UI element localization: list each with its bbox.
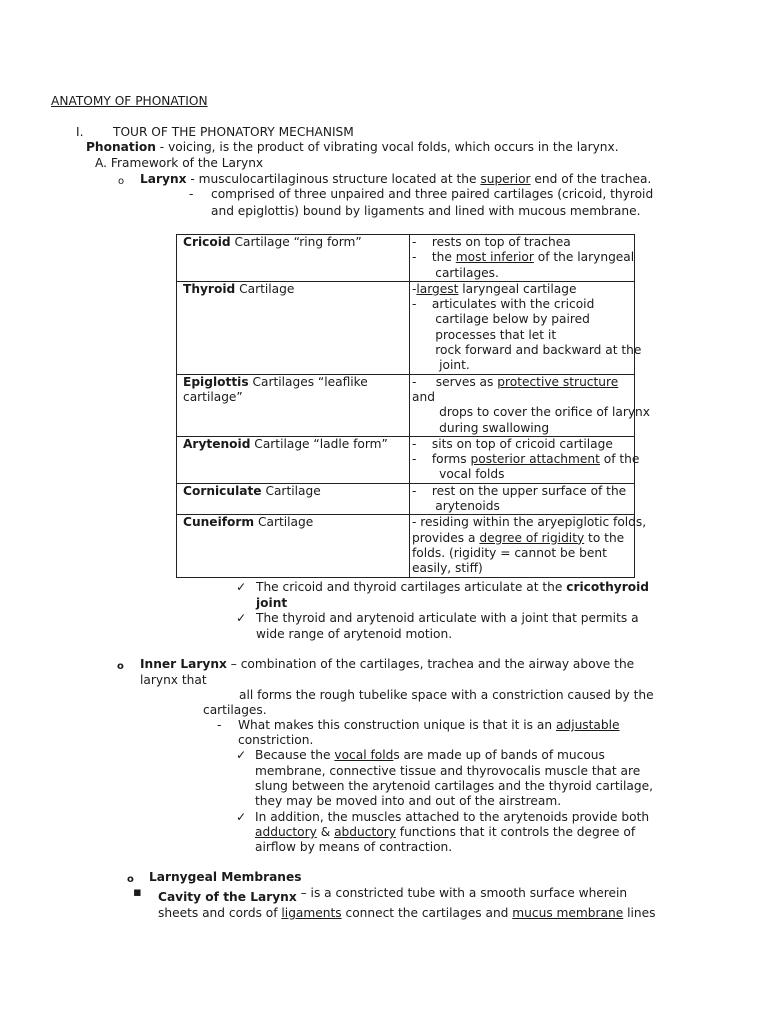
phonation-def: - voicing, is the product of vibrating vocal folds, which occurs in the larynx. (155, 140, 619, 154)
cartilage-note-line (412, 515, 647, 530)
check-note-2: The thyroid and arytenoid articulate with a joint that permits a (256, 611, 639, 625)
cartilage-note-line (412, 561, 632, 576)
cartilage-name: Corniculate (183, 483, 262, 498)
cavity-term: Cavity of the Larynx (158, 890, 297, 904)
cartilage-note-line (412, 390, 632, 405)
inner-check-1-l3: slung between the arytenoid cartilages and the thyroid cartilage, (255, 779, 653, 793)
note-text: cartilage below by paired (412, 312, 590, 327)
cartilage-note-line (412, 297, 632, 312)
note-text: cartilages. (412, 265, 499, 280)
cartilage-note-line (412, 405, 650, 420)
cartilage-name-cell (177, 281, 410, 374)
check-icon: ✓ (236, 611, 247, 625)
note-text: - the (412, 250, 456, 265)
note-text: - sits on top of cricoid cartilage (412, 436, 613, 451)
inner-check-1-l2: membrane, connective tissue and thyrovocalis muscle that are (255, 764, 641, 778)
note-text: and (412, 389, 435, 404)
note-text: of the (599, 452, 640, 467)
inner-check-2: In addition, the muscles attached to the arytenoids provide both (255, 810, 650, 824)
cartilage-notes-cell (410, 436, 640, 483)
cartilage-desc: Cartilage (235, 281, 295, 296)
underlined-term: posterior attachment (470, 452, 600, 467)
section-number: I. (76, 125, 84, 139)
cartilage-note-line (412, 499, 632, 514)
cavity-line: Cavity of the Larynx – is a constricted tube with a smooth surface wherein (158, 886, 628, 904)
larynx-detail-1: comprised of three unpaired and three paired cartilages (cricoid, thyroid (211, 187, 654, 201)
check-note-1-cont: joint (256, 596, 288, 610)
cartilage-notes-cell (410, 515, 647, 577)
cartilage-note-line (412, 467, 632, 482)
cartilage-note-line (412, 437, 632, 452)
square-bullet-icon: ▪ (133, 885, 142, 900)
dash: - (217, 718, 222, 732)
inner-check-2-l2: adductory & abductory functions that it controls the degree of (255, 825, 636, 839)
cartilage-desc: Cartilage (254, 515, 314, 530)
cartilage-notes-cell (410, 483, 635, 515)
cartilage-name-cell (177, 483, 410, 515)
note-text: to the (584, 530, 625, 545)
inner-larynx-l2: larynx that (140, 673, 207, 687)
table-row (177, 483, 635, 515)
inner-check-2-l3: airflow by means of contraction. (255, 840, 453, 854)
table-row (177, 374, 635, 436)
note-text: joint. (412, 358, 470, 373)
underlined-term: largest (416, 281, 459, 296)
bullet-o: o (127, 874, 134, 885)
check-icon: ✓ (236, 580, 247, 594)
dash: - (189, 187, 194, 201)
cartilage-note-line (412, 250, 635, 265)
cartilage-name: Epiglottis (183, 374, 249, 389)
cartilage-table (176, 234, 650, 578)
inner-larynx-l4: cartilages. (203, 703, 267, 717)
check-icon: ✓ (236, 810, 247, 824)
check-note-2-cont: wide range of arytenoid motion. (256, 627, 453, 641)
cartilage-note-line (412, 282, 632, 297)
cartilage-notes-cell (410, 281, 642, 374)
cartilage-name: Thyroid (183, 281, 236, 296)
cartilage-note-line (412, 452, 640, 467)
inner-dash-line: What makes this construction unique is that it is an adjustable (238, 718, 620, 732)
note-text: - rest on the upper surface of the (412, 483, 627, 498)
cartilage-note-line (412, 328, 632, 343)
cartilage-name-cell (177, 374, 410, 436)
note-text: laryngeal cartilage (458, 281, 577, 296)
note-text: - residing within the aryepiglotic folds, (412, 515, 647, 530)
cartilage-note-line (412, 358, 632, 373)
cartilage-note-line (412, 343, 642, 358)
cartilage-note-line (412, 531, 632, 546)
note-text: arytenoids (412, 499, 500, 514)
note-text: - rests on top of trachea (412, 235, 571, 249)
underlined-term: protective structure (497, 374, 619, 389)
inner-larynx-line: Inner Larynx – combination of the cartilages, trachea and the airway above the (140, 657, 635, 671)
cartilage-note-line (412, 312, 632, 327)
note-text: rock forward and backward at the (412, 343, 642, 358)
subheading-a: A. Framework of the Larynx (95, 156, 264, 170)
note-text: - serves as (412, 374, 498, 389)
inner-check-1-l4: they may be moved into and out of the airstream. (255, 794, 562, 808)
inner-larynx-term: Inner Larynx (140, 657, 227, 671)
inner-larynx-l3: all forms the rough tubelike space with a constriction caused by the (239, 688, 654, 702)
cartilage-name-cell (177, 235, 410, 282)
inner-dash-line-cont: constriction. (238, 733, 314, 747)
check-icon: ✓ (236, 748, 247, 762)
note-text: processes that let it (412, 327, 557, 342)
cartilage-name-cell (177, 515, 410, 577)
cartilage-note-line (412, 484, 632, 499)
cartilage-note-line (412, 375, 632, 390)
cartilage-name: Cricoid (183, 235, 231, 249)
phonation-line (86, 140, 619, 155)
note-text: - forms (412, 452, 471, 467)
cartilage-note-line (412, 546, 632, 561)
inner-check-1: Because the vocal folds are made up of bands of mucous (255, 748, 605, 762)
cartilage-note-line (412, 235, 632, 250)
cartilage-notes-cell (410, 374, 650, 436)
larynx-detail-2: and epiglottis) bound by ligaments and lined with mucous membrane. (211, 204, 641, 218)
note-text: - articulates with the cricoid (412, 297, 595, 312)
note-text: of the laryngeal (533, 250, 635, 265)
cartilage-desc: Cartilage (261, 483, 321, 498)
check-note-1: The cricoid and thyroid cartilages articulate at the cricothyroid (256, 580, 649, 594)
cartilage-name: Arytenoid (183, 436, 251, 451)
cartilage-name: Cuneiform (183, 515, 255, 530)
note-text: during swallowing (412, 420, 550, 435)
note-text: provides a (412, 530, 480, 545)
cartilage-note-line (412, 421, 632, 436)
bullet-o: o (117, 661, 124, 672)
cartilage-name-cell (177, 436, 410, 483)
phonation-term: Phonation (86, 140, 156, 154)
page-title: ANATOMY OF PHONATION (51, 94, 208, 108)
cartilage-desc-cont: cartilage” (183, 389, 243, 404)
membranes-heading: Larnygeal Membranes (149, 870, 302, 884)
note-text: vocal folds (412, 467, 505, 482)
table-row (177, 515, 635, 577)
cavity-line-2: sheets and cords of ligaments connect the cartilages and mucus membrane lines (158, 906, 656, 920)
table-row (177, 281, 635, 374)
table-row (177, 235, 635, 282)
table-row (177, 436, 635, 483)
larynx-line: Larynx - musculocartilaginous structure located at the superior end of the trachea. (140, 172, 652, 186)
note-text: - (412, 281, 417, 296)
larynx-term: Larynx (140, 172, 187, 186)
note-text: easily, stiff) (412, 561, 483, 576)
section-title: TOUR OF THE PHONATORY MECHANISM (113, 125, 354, 139)
cartilage-desc: Cartilages “leaflike (248, 374, 368, 389)
underlined-term: degree of rigidity (479, 530, 585, 545)
bullet-o: o (118, 176, 125, 187)
note-text: folds. (rigidity = cannot be bent (412, 545, 607, 560)
cartilage-note-line (412, 266, 632, 281)
cartilage-desc: Cartilage “ladle form” (250, 436, 388, 451)
note-text: drops to cover the orifice of larynx (412, 405, 650, 420)
cartilage-notes-cell (410, 235, 635, 282)
underlined-term: most inferior (455, 250, 534, 265)
cartilage-desc: Cartilage “ring form” (230, 235, 362, 249)
